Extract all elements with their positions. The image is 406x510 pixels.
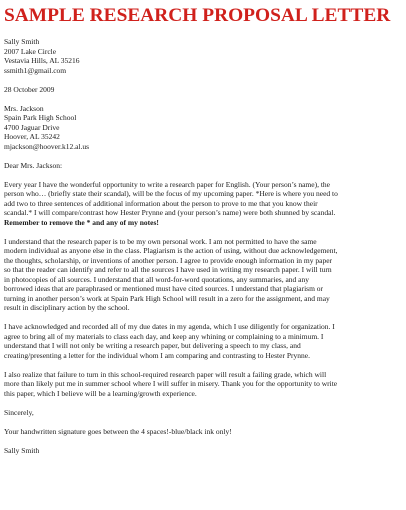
page-title: SAMPLE RESEARCH PROPOSAL LETTER: [4, 5, 391, 26]
paragraph-line: more than likely put me in summer school where I will suffer in misery. Thank you for the opportunity to write: [4, 379, 338, 388]
paragraph-line: turning in another person’s work at Spain Park High School will result in a zero for the assignment, and may: [4, 293, 330, 303]
paragraph-line: creating/presenting a letter for the individual whom I am comparing and contrasting to Hester Prynne.: [4, 350, 310, 360]
closing: Sincerely,: [4, 407, 34, 417]
sender-name: Sally Smith: [4, 37, 40, 46]
signature-name: Sally Smith: [4, 445, 40, 455]
letter-body: [4, 37, 402, 455]
salutation: Dear Mrs. Jackson:: [4, 160, 63, 170]
recipient-street: 4700 Jaguar Drive: [4, 122, 60, 132]
paragraph-line: so that the reader can identify and refer to all the sources I have used in writing my research paper. I will turn: [4, 265, 332, 274]
paragraph-line: result in disciplinary action by the school.: [4, 303, 130, 312]
reminder-note: Remember to remove the * and any of my notes!: [4, 217, 159, 227]
recipient-name: Mrs. Jackson: [4, 103, 44, 113]
recipient-address: [4, 104, 402, 152]
paragraph-line: person who… (briefly state their scandal), will be the focus of my upcoming paper. *Here is where you need to: [4, 189, 338, 198]
sender-address: [4, 37, 402, 75]
letter-date: 28 October 2009: [4, 84, 55, 94]
paragraph-organization: [4, 322, 402, 360]
recipient-email: mjackson@hoover.k12.al.us: [4, 141, 90, 151]
paragraph-plagiarism: [4, 237, 402, 313]
paragraph-line: in photocopies of all sources. I understand that all word-for-word quotations, any summaries, and any: [4, 274, 309, 284]
paragraph-line: I understand that the research paper is to be my own personal work. I am not permitted to have the same: [4, 236, 317, 246]
paragraph-closing: [4, 370, 402, 399]
paragraph-line: this paper, which I believe will be a learning/growth experience.: [4, 388, 197, 398]
paragraph-line: I also realize that failure to turn in this school-required research paper will result a failing grade, which will: [4, 369, 327, 379]
paragraph-line: the thoughts, scholarship, or inventions of another person. I agree to provide enough information in my paper: [4, 255, 333, 265]
sender-email: ssmith1@gmail.com: [4, 65, 67, 75]
paragraph-line: scandal.* I will compare/contrast how Hester Prynne and (your person’s name) were both shunned by scandal.: [4, 208, 336, 217]
signature-note: Your handwritten signature goes between the 4 spaces!-blue/black ink only!: [4, 426, 232, 436]
paragraph-line: Every year I have the wonderful opportunity to write a research paper for English. (Your person’s name), the: [4, 179, 331, 189]
paragraph-line: understand that I will not only be writing a research paper, but delivering a speech to my class, and: [4, 341, 301, 350]
paragraph-line: I have acknowledged and recorded all of my due dates in my agenda, which I use diligently for organization. I: [4, 322, 335, 331]
paragraph-line: borrowed ideas that are paraphrased or mentioned must have cited sources. I understand that plagiarism or: [4, 284, 324, 293]
paragraph-line: modern individual as anyone else in the class. Plagiarism is the action of using, without due acknowledgement,: [4, 246, 338, 255]
paragraph-line: agree to bring all of my materials to class each day, and keep any whining or complaining to a minimum. I: [4, 331, 324, 341]
recipient-city: Hoover, AL 35242: [4, 132, 60, 141]
paragraph-intro: [4, 180, 402, 228]
sender-city: Vestavia Hills, AL 35216: [4, 56, 80, 65]
paragraph-line: add two to three sentences of additional information about the person to prove to me that you know their: [4, 198, 318, 208]
recipient-school: Spain Park High School: [4, 113, 77, 122]
sender-street: 2007 Lake Circle: [4, 46, 57, 56]
